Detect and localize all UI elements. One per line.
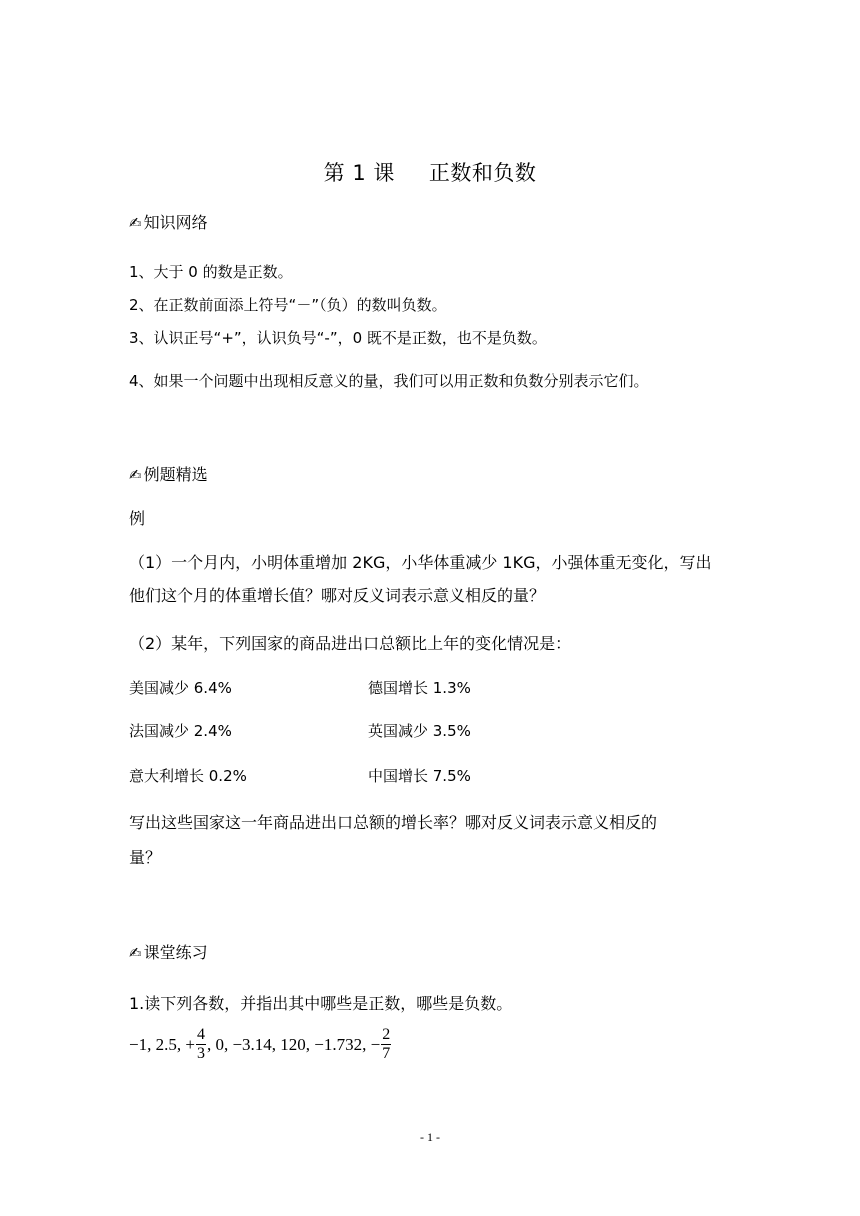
numbers-part-b: , 0, −3.14, 120, −1.732, −: [206, 1034, 381, 1054]
fraction-numerator: 4: [196, 1026, 205, 1043]
pen-icon: ✍: [129, 466, 142, 484]
example-q1-line2: 他们这个月的体重增长值？哪对反义词表示意义相反的量？: [129, 586, 546, 605]
pen-icon: ✍: [129, 944, 142, 962]
section-heading-examples: [129, 462, 208, 485]
fraction-denominator: 7: [382, 1045, 391, 1062]
example-q2-line2: 量？: [129, 848, 162, 867]
example-q2-intro: （2）某年，下列国家的商品进出口总额比上年的变化情况是：: [129, 634, 572, 653]
section-heading-knowledge: [129, 210, 208, 233]
country-change-item: 法国减少 2.4%: [129, 722, 232, 740]
country-change-item: 美国减少 6.4%: [129, 679, 232, 697]
fraction-two-sevenths: [381, 1026, 391, 1063]
section-title: 知识网络: [143, 213, 208, 232]
knowledge-point: 4、如果一个问题中出现相反意义的量，我们可以用正数和负数分别表示它们。: [129, 372, 649, 390]
section-title: 例题精选: [143, 465, 208, 484]
country-change-item: 意大利增长 0.2%: [129, 767, 247, 785]
page-title: [0, 157, 860, 187]
country-change-item: 中国增长 7.5%: [368, 767, 471, 785]
pen-icon: ✍: [129, 214, 142, 232]
section-heading-practice: [129, 940, 208, 963]
fraction-numerator: 2: [382, 1026, 391, 1043]
number-list: [129, 1026, 392, 1063]
page-number: - 1 -: [420, 1130, 440, 1144]
section-title: 课堂练习: [143, 943, 208, 962]
lesson-number: 第 1 课: [323, 161, 395, 185]
practice-question-1: 1.读下列各数，并指出其中哪些是正数，哪些是负数。: [129, 994, 513, 1013]
example-q1-line1: （1）一个月内，小明体重增加 2KG，小华体重减少 1KG，小强体重无变化，写出: [129, 553, 712, 572]
example-label: 例: [129, 509, 146, 528]
knowledge-point: 2、在正数前面添上符号“－”（负）的数叫负数。: [129, 296, 447, 314]
fraction-four-thirds: [196, 1026, 206, 1063]
knowledge-point: 1、大于 0 的数是正数。: [129, 263, 293, 281]
lesson-topic: 正数和负数: [428, 161, 537, 185]
numbers-part-a: −1, 2.5, +: [129, 1034, 195, 1054]
knowledge-point: 3、认识正号“+”，认识负号“-”，0 既不是正数，也不是负数。: [129, 329, 547, 347]
example-q2-line1: 写出这些国家这一年商品进出口总额的增长率？哪对反义词表示意义相反的: [129, 813, 658, 832]
fraction-denominator: 3: [196, 1045, 205, 1062]
country-change-item: 英国减少 3.5%: [368, 722, 471, 740]
country-change-item: 德国增长 1.3%: [368, 679, 471, 697]
